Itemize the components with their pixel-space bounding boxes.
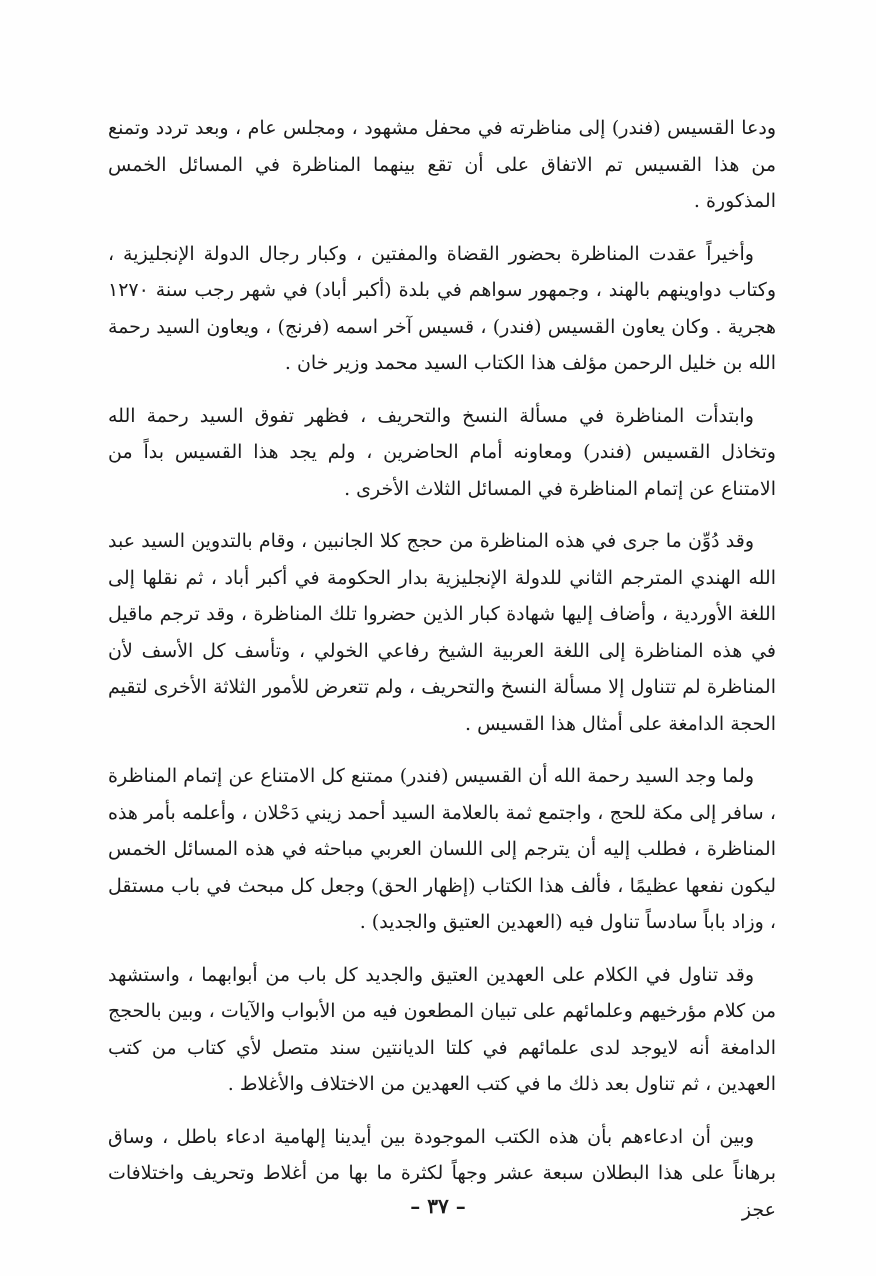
paragraph-6: وقد تناول في الكلام على العهدين العتيق والجديد كل باب من أبوابهما ، واستشهد من كلام مؤرخيهم وعلمائهم على تبيان المطعون فيه من الأبواب والآيات ، وبين بالحجج الدامغة أنه لايوجد لدى علمائهم في كلتا الديانتين سند متصل لأي كتاب من كتب العهدين ، ثم تناول بعد ذلك ما في كتب العهدين من الاختلاف والأغلاط . bbox=[108, 963, 776, 1095]
paragraph-3: وابتدأت المناظرة في مسألة النسخ والتحريف ، فظهر تفوق السيد رحمة الله وتخاذل القسيس (فندر) ومعاونه أمام الحاضرين ، ولم يجد هذا القسيس بداً من الامتناع عن إتمام المناظرة في المسائل الثلاث الأخرى . bbox=[108, 404, 776, 500]
paragraph-4: وقد دُوِّن ما جرى في هذه المناظرة من حجج كلا الجانبين ، وقام بالتدوين السيد عبد الله الهندي المترجم الثاني للدولة الإنجليزية بدار الحكومة في أكبر أباد ، ثم نقلها إلى اللغة الأوردية ، وأضاف إليها شهادة كبار الذين حضروا تلك المناظرة ، وقد ترجم ماقيل في هذه المناظرة إلى اللغة العربية الشيخ رفاعي الخولي ، وتأسف كل الأسف لأن المناظرة لم تتناول إلا مسألة النسخ والتحريف ، ولم تتعرض للأمور الثلاثة الأخرى لتقيم الحجة الدامغة على أمثال هذا القسيس . bbox=[108, 530, 776, 735]
paragraph-1: ودعا القسيس (فندر) إلى مناظرته في محفل مشهود ، ومجلس عام ، وبعد تردد وتمنع من هذا القسيس تم الاتفاق على أن تقع بينهما المناظرة في المسائل الخمس المذكورة . bbox=[108, 117, 776, 212]
paragraph-5: ولما وجد السيد رحمة الله أن القسيس (فندر) ممتنع كل الامتناع عن إتمام المناظرة ، سافر إلى مكة للحج ، واجتمع ثمة بالعلامة السيد أحمد زيني دَحْلان ، وأعلمه بأمر هذه المناظرة ، فطلب إليه أن يترجم إلى اللسان العربي مباحثه في هذه المسائل الخمس ليكون نفعها عظيمًا ، فألف هذا الكتاب (إظهار الحق) وجعل كل مبحث في باب مستقل ، وزاد باباً سادساً تناول فيه (العهدين العتيق والجديد) . bbox=[108, 765, 776, 933]
page-number: – ٣٧ – bbox=[410, 1194, 466, 1218]
paragraph-7: وبين أن ادعاءهم بأن هذه الكتب الموجودة بين أيدينا إلهامية ادعاء باطل ، وساق برهاناً على هذا البطلان سبعة عشر وجهاً لكثرة ما بها من أغلاط وتحريف واختلافات عجز bbox=[108, 1125, 776, 1221]
paragraph-2: وأخيراً عقدت المناظرة بحضور القضاة والمفتين ، وكبار رجال الدولة الإنجليزية ، وكتاب دواوينهم بالهند ، وجمهور سواهم في بلدة (أكبر أباد) في شهر رجب سنة ١٢٧٠ هجرية . وكان يعاون القسيس (فندر) ، قسيس آخر اسمه (فرنج) ، ويعاون السيد رحمة الله بن خليل الرحمن مؤلف هذا الكتاب السيد محمد وزير خان . bbox=[108, 242, 776, 374]
body-text bbox=[108, 110, 776, 1244]
